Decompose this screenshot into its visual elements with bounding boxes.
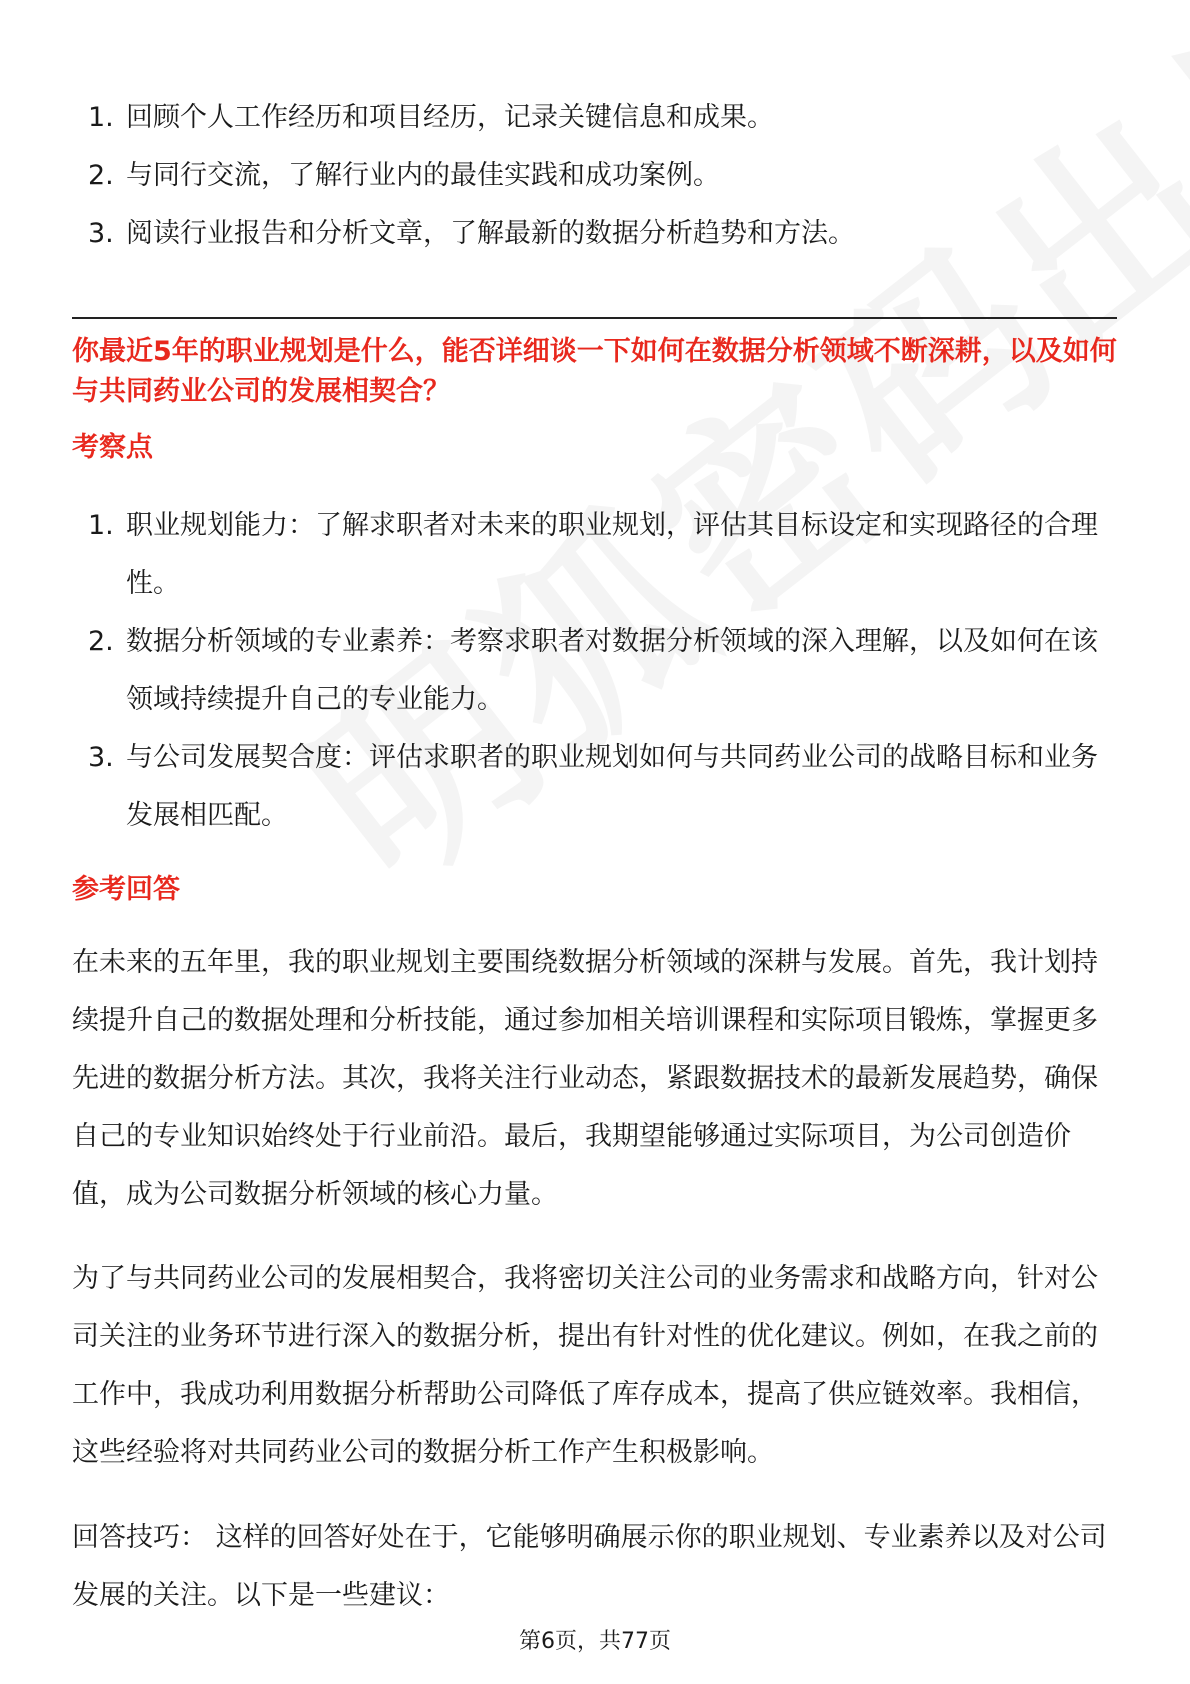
list-number: 3.: [88, 218, 114, 249]
prep-steps-list: [72, 89, 1117, 263]
answer-paragraph: 在未来的五年里，我的职业规划主要围绕数据分析领域的深耕与发展。首先，我计划持续提升自己的数据处理和分析技能，通过参加相关培训课程和实际项目锻炼，掌握更多先进的数据分析方法。其次，我将关注行业动态，紧跟数据技术的最新发展趋势，确保自己的专业知识始终处于行业前沿。最后，我期望能够通过实际项目，为公司创造价值，成为公司数据分析领域的核心力量。: [72, 947, 1098, 1210]
assessment-points-list: [72, 497, 1117, 845]
list-item: [72, 613, 1117, 729]
list-text: 阅读行业报告和分析文章，了解最新的数据分析趋势和方法。: [126, 218, 855, 249]
list-item: [72, 147, 1117, 205]
page-number: 第6页，共77页: [519, 1629, 671, 1654]
list-item: [72, 89, 1117, 147]
list-number: 2.: [88, 160, 114, 191]
list-number: 1.: [88, 102, 114, 133]
list-text: 回顾个人工作经历和项目经历，记录关键信息和成果。: [126, 102, 774, 133]
answer-heading: 参考回答: [72, 874, 180, 905]
points-heading: 考察点: [72, 432, 153, 463]
question-title: 你最近5年的职业规划是什么，能否详细谈一下如何在数据分析领域不断深耕，以及如何与共同药业公司的发展相契合？: [72, 336, 1117, 407]
list-item: [72, 729, 1117, 845]
list-number: 3.: [88, 742, 114, 773]
section-divider: [72, 317, 1117, 319]
list-text: 与同行交流，了解行业内的最佳实践和成功案例。: [126, 160, 720, 191]
list-text: 职业规划能力：了解求职者对未来的职业规划，评估其目标设定和实现路径的合理性。: [126, 510, 1098, 599]
list-number: 2.: [88, 626, 114, 657]
list-item: [72, 205, 1117, 263]
list-text: 数据分析领域的专业素养：考察求职者对数据分析领域的深入理解，以及如何在该领域持续提升自己的专业能力。: [126, 626, 1098, 715]
answer-tips-paragraph: 回答技巧： 这样的回答好处在于，它能够明确展示你的职业规划、专业素养以及对公司发展的关注。以下是一些建议：: [72, 1522, 1107, 1611]
list-text: 与公司发展契合度：评估求职者的职业规划如何与共同药业公司的战略目标和业务发展相匹配。: [126, 742, 1098, 831]
list-item: [72, 497, 1117, 613]
answer-paragraph: 为了与共同药业公司的发展相契合，我将密切关注公司的业务需求和战略方向，针对公司关注的业务环节进行深入的数据分析，提出有针对性的优化建议。例如，在我之前的工作中，我成功利用数据分析帮助公司降低了库存成本，提高了供应链效率。我相信，这些经验将对共同药业公司的数据分析工作产生积极影响。: [72, 1263, 1098, 1468]
list-number: 1.: [88, 510, 114, 541]
